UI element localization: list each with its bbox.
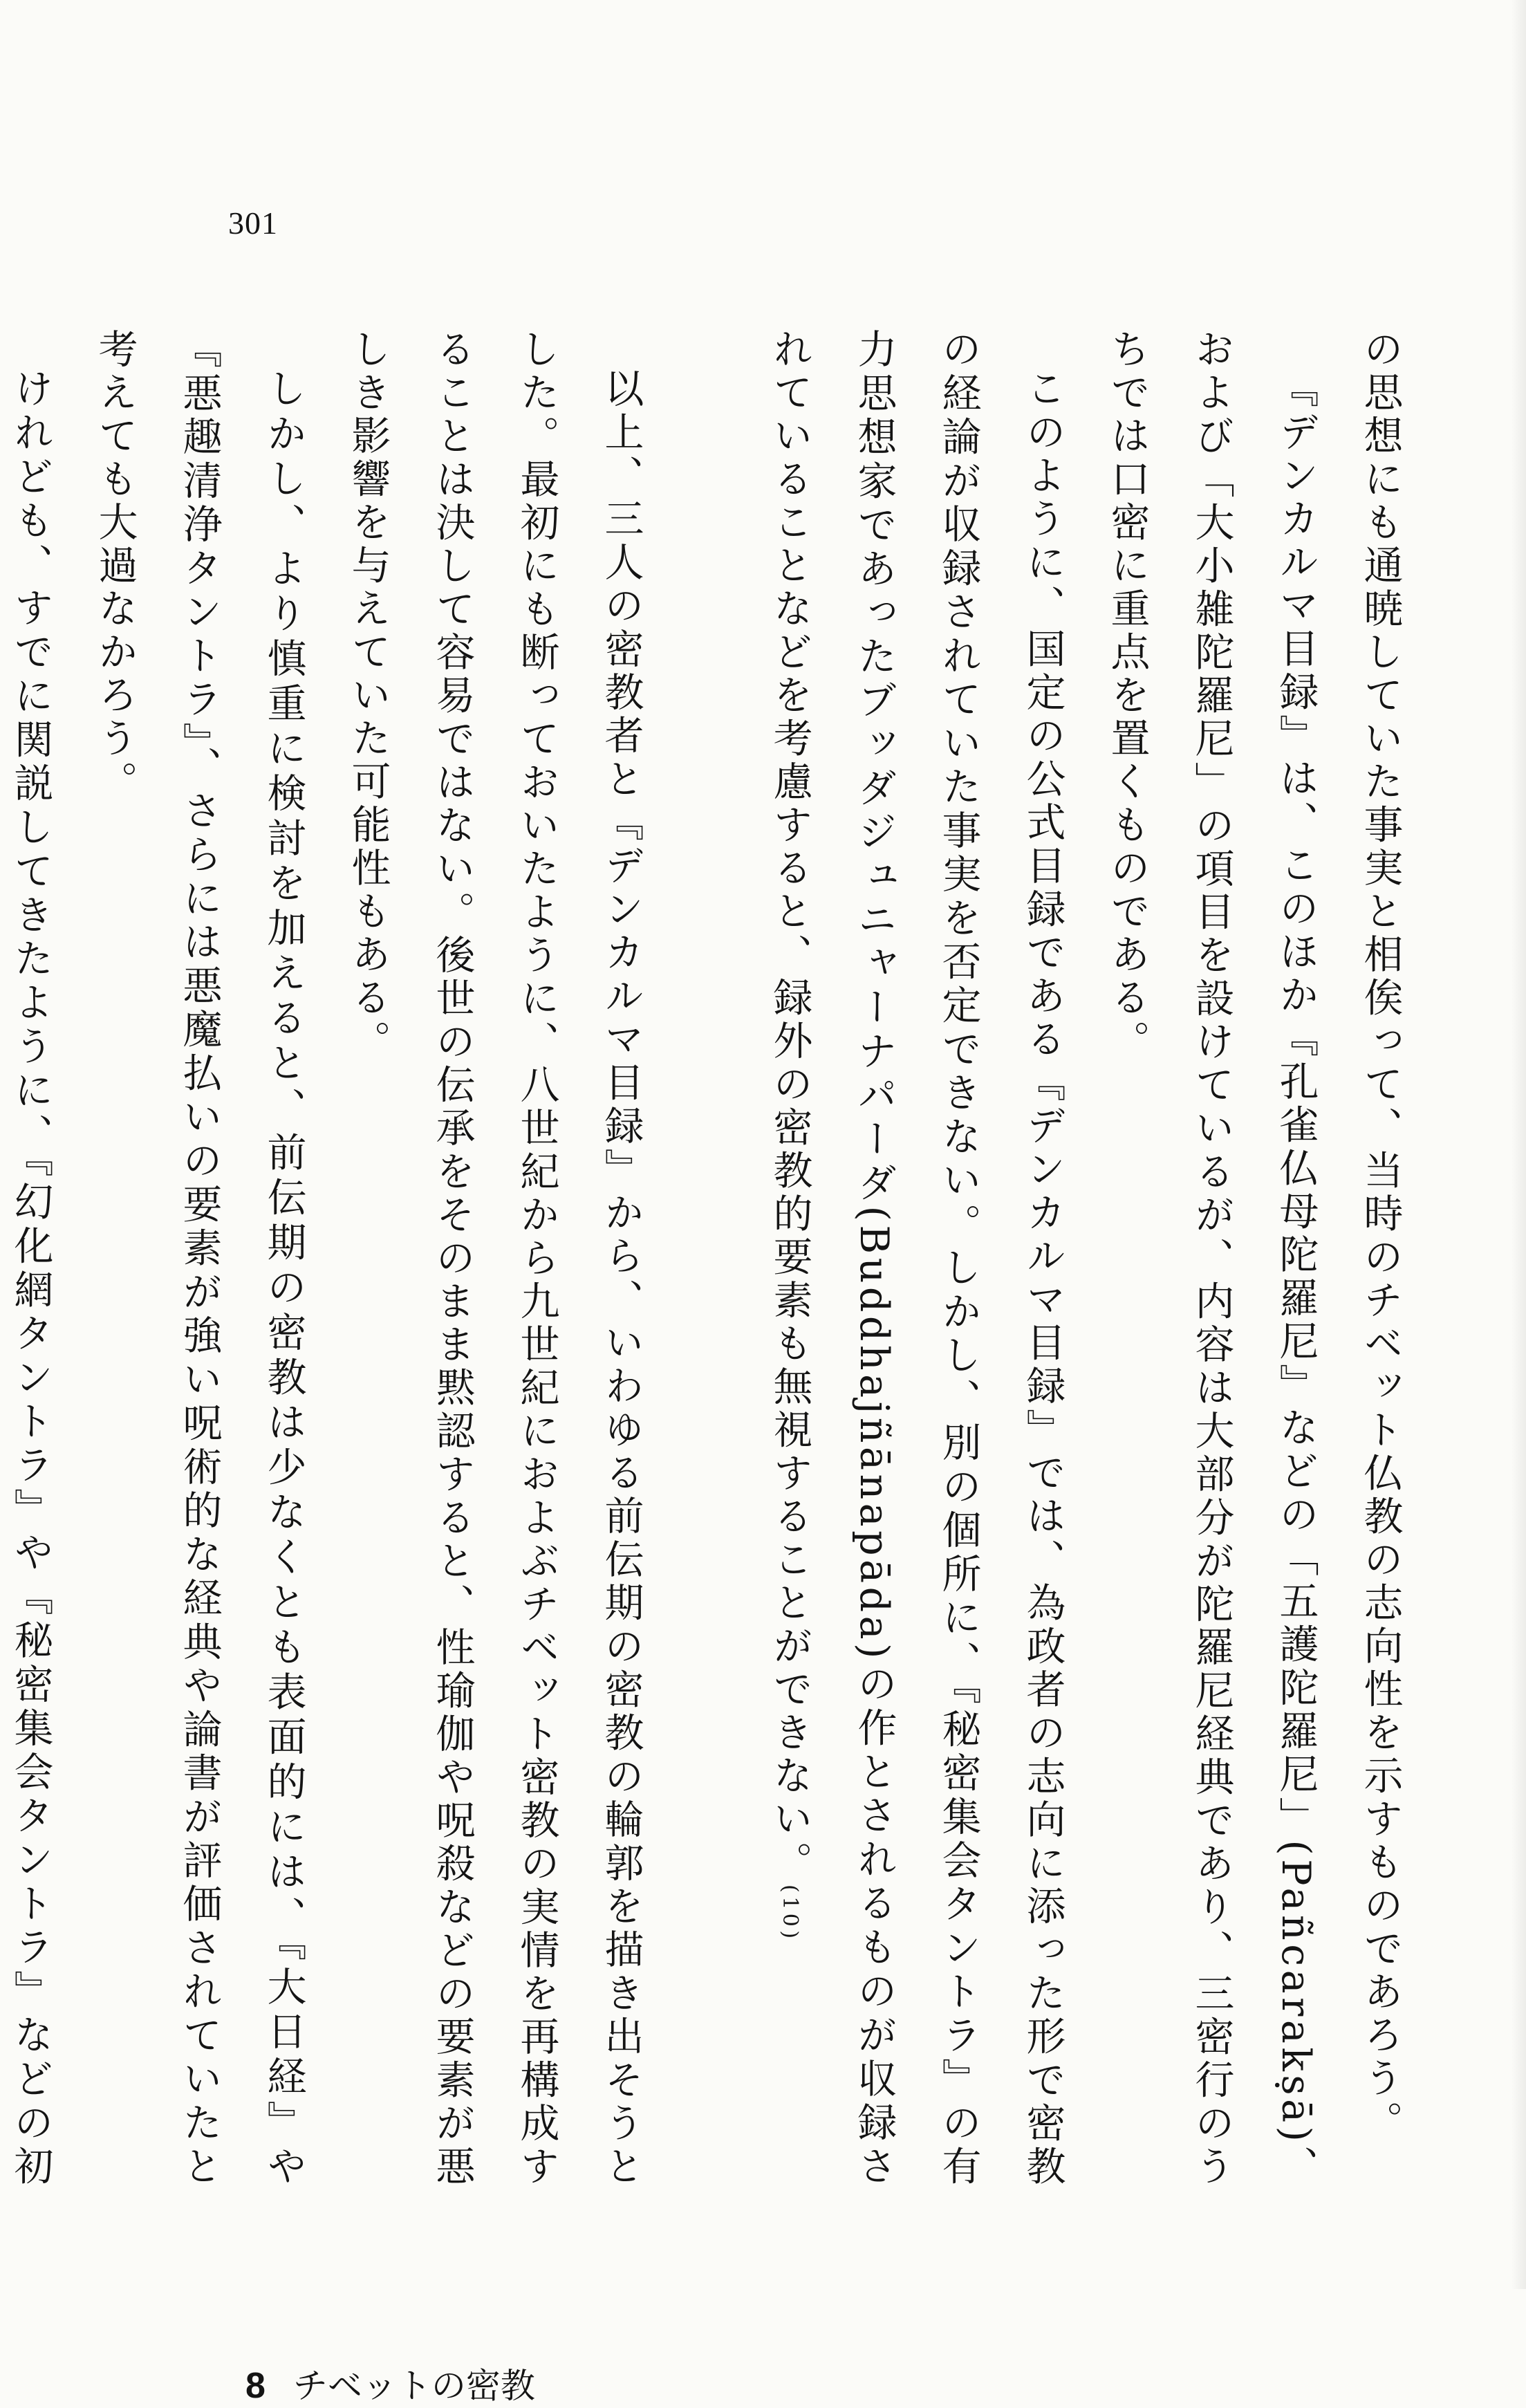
- running-footer: [245, 2358, 535, 2408]
- footer-chapter-number: 8: [245, 2366, 266, 2406]
- paragraph-6: けれども、すでに関説してきたように、『幻化網タントラ』や『秘密集会タントラ』などの初: [8, 368, 53, 2189]
- footer-chapter-title: チベットの密教: [292, 2366, 535, 2406]
- paragraph-3-text: このように、国定の公式目録である『デンカルマ目録』では、為政者の志向に添った形で密教の経論が収録されていた事実を否定できない。しかし、別の個所に、『秘密集会タントラ』の有力思想家であったブッダジュニャーナパーダ(Buddhajñānapāda)の作とされるものが収録されていることなどを考慮すると、録外の密教的要素も無視することができない。: [767, 328, 1066, 2189]
- endnote-marker: (10): [778, 1884, 802, 1943]
- body-text: [8, 328, 1422, 2189]
- page-number: 301: [228, 205, 278, 241]
- paragraph-4: 以上、三人の密教者と『デンカルマ目録』から、いわゆる前伝期の密教の輪郭を描き出そうとした。最初にも断っておいたように、八世紀から九世紀におよぶチベット密教の実情を再構成することは決して容易ではない。後世の伝承をそのまま黙認すると、性瑜伽や呪殺などの要素が悪しき影響を与えていた可能性もある。: [345, 328, 644, 2189]
- paragraph-3: [747, 328, 1085, 2189]
- paragraph-2: 『デンカルマ目録』は、このほか『孔雀仏母陀羅尼』などの「五護陀羅尼」(Pañcarakṣā)、および「大小雑陀羅尼」の項目を設けているが、内容は大部分が陀羅尼経典であり、三密行のうちでは口密に重点を置くものである。: [1104, 328, 1319, 2189]
- paragraph-1: の思想にも通暁していた事実と相俟って、当時のチベット仏教の志向性を示すものであろう。: [1357, 328, 1403, 2144]
- page-edge-shading: [1511, 0, 1526, 2289]
- paragraph-5: しかし、より慎重に検討を加えると、前伝期の密教は少なくとも表面的には、『大日経』や『悪趣清浄タントラ』、さらには悪魔払いの要素が強い呪術的な経典や論書が評価されていたと考えても大過なかろう。: [92, 328, 306, 2189]
